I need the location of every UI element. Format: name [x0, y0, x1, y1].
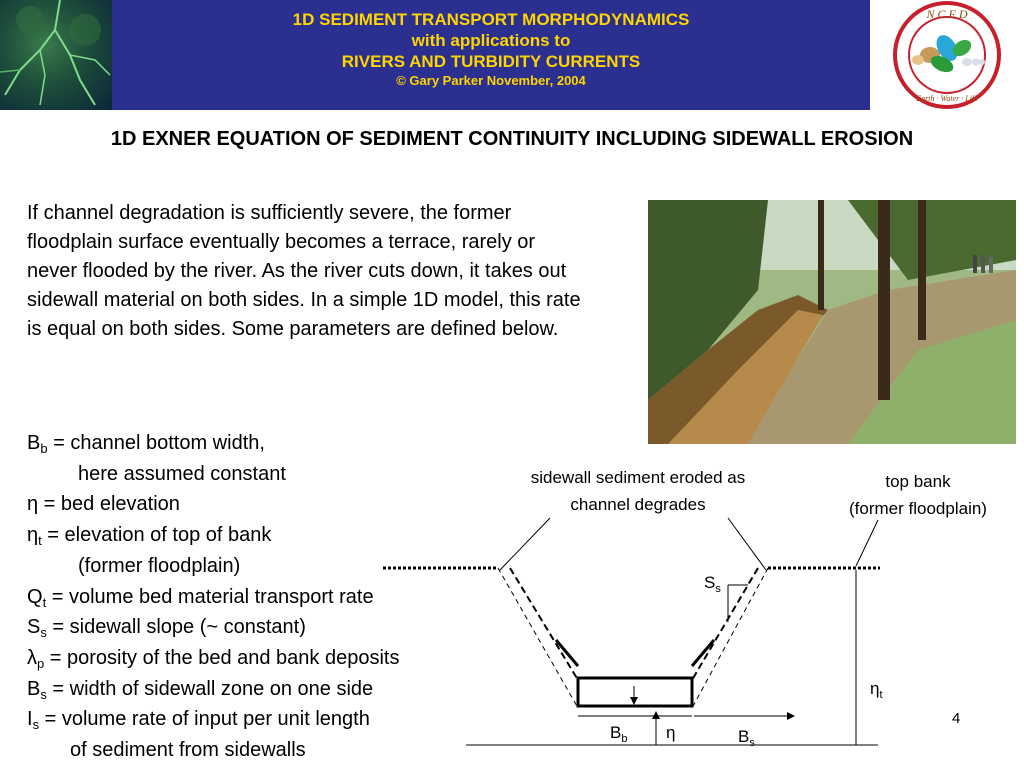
sidewall-label-line1: sidewall sediment eroded as — [530, 468, 746, 487]
sidewall-left-outer — [498, 568, 578, 708]
bb-label: $B_b$ — [610, 723, 628, 745]
def-qt: $Q_t$ = volume bed material transport rate — [27, 585, 374, 610]
topbank-label-line1: top bank — [885, 472, 951, 491]
def-etat-cont: (former floodplain) — [78, 554, 241, 577]
def-eta: η = bed elevation — [27, 493, 180, 516]
def-is: $I_s$ = volume rate of input per unit length — [27, 708, 370, 733]
bs-label: $B_s$ — [738, 727, 755, 749]
sidewall-right-current — [692, 640, 714, 666]
channel-cross-section-diagram — [370, 455, 1020, 765]
slide-title: 1D EXNER EQUATION OF SEDIMENT CONTINUITY INCLUDING SIDEWALL EROSION — [110, 128, 914, 150]
nced-logo — [870, 0, 1024, 110]
course-title-line1: 1D SEDIMENT TRANSPORT MORPHODYNAMICS — [292, 10, 690, 29]
def-bb: $B_b$ = channel bottom width, — [27, 432, 265, 456]
sidewall-pointer-right — [728, 518, 766, 570]
sidewall-left-inner — [510, 568, 578, 680]
def-bs: $B_s$ = width of sidewall zone on one side — [27, 677, 374, 702]
def-bb-cont: here assumed constant — [78, 462, 286, 485]
course-title-line3: RIVERS AND TURBIDITY CURRENTS — [341, 52, 641, 71]
ss-label: $S_s$ — [704, 573, 721, 595]
river-channel-photo — [648, 200, 1016, 444]
delta-satellite-image — [0, 0, 112, 110]
course-title-line2: with applications to — [411, 31, 571, 50]
def-lp: $\lambda_p$ = porosity of the bed and bank deposits — [27, 646, 400, 671]
def-ss: $S_s$ = sidewall slope (~ constant) — [27, 616, 306, 641]
eta-label: η — [666, 723, 676, 742]
sidewall-pointer-left — [500, 518, 550, 570]
def-is-cont: of sediment from sidewalls — [70, 739, 306, 762]
copyright-text: © Gary Parker November, 2004 — [396, 73, 586, 88]
channel-bed-block — [578, 678, 692, 706]
course-header — [112, 0, 870, 110]
topbank-pointer — [856, 520, 878, 566]
sidewall-right-inner — [692, 568, 758, 680]
topbank-label-line2: (former floodplain) — [849, 499, 987, 518]
header-banner — [0, 0, 1024, 110]
logo-bottom-text: Earth · Water · Life — [916, 94, 978, 103]
intro-paragraph: If channel degradation is sufficiently severe, the former floodplain surface eventually becomes a terrace, rarely or never flooded by the river. As the river cuts down, it takes out sidewall material on both sides. In a simple 1D model, this rate is equal on both sides. Some parameters are defined below. — [27, 202, 581, 340]
etat-label: $\eta_t$ — [870, 679, 883, 701]
def-etat: $\eta_t$ = elevation of top of bank — [27, 524, 272, 549]
page-number: 4 — [952, 710, 961, 727]
logo-ring-text: N C E D — [926, 7, 968, 21]
sidewall-label-line2: channel degrades — [570, 495, 706, 514]
